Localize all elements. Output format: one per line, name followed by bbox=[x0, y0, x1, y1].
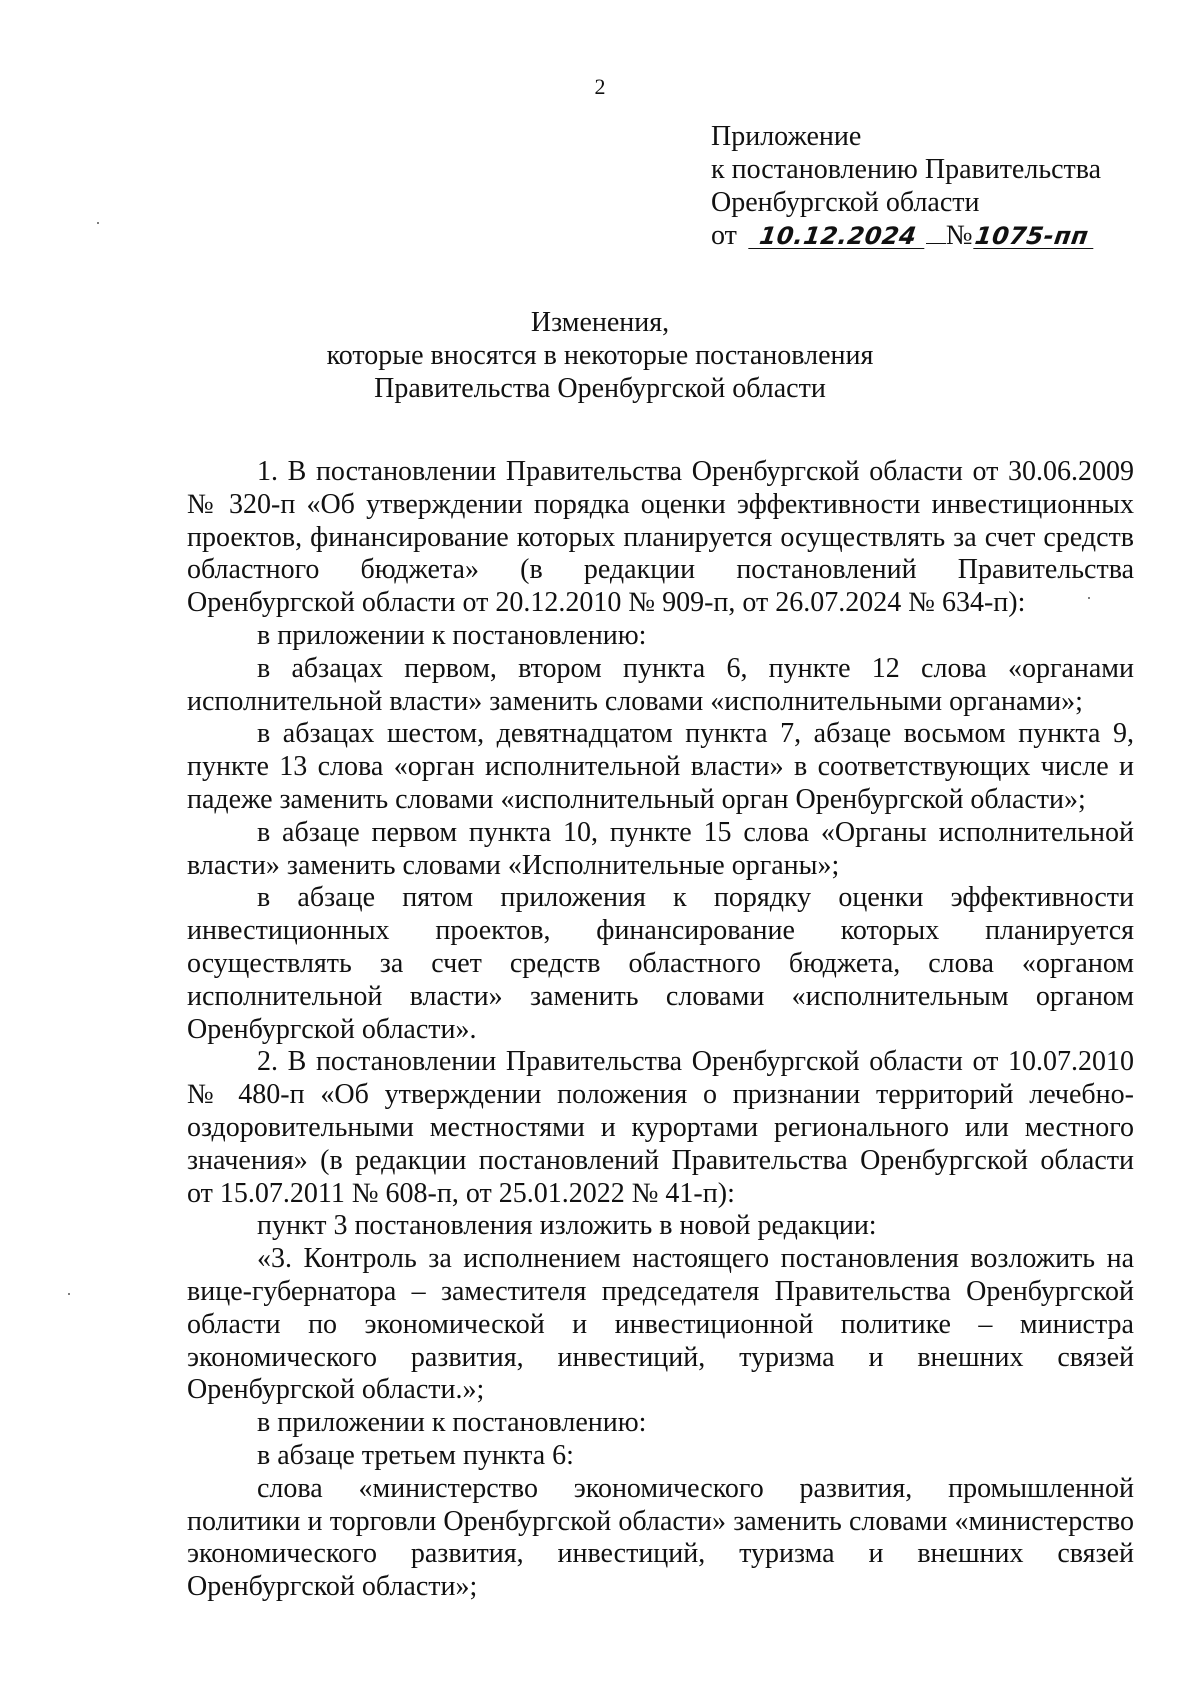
paragraph-5: в абзаце первом пункта 10, пункте 15 слова «Органы исполнительной власти» заменить словами «Исполнительные органы»; bbox=[187, 816, 1134, 881]
scan-speck bbox=[68, 1293, 70, 1295]
title-line-3: Правительства Оренбургской области bbox=[374, 373, 826, 404]
paragraph-2: в приложении к постановлению: bbox=[257, 619, 647, 651]
appendix-date-number-line bbox=[711, 219, 1101, 252]
scan-speck bbox=[97, 222, 99, 224]
paragraph-11: в абзаце третьем пункта 6: bbox=[257, 1439, 574, 1471]
handwritten-date: 10.12.2024 bbox=[748, 224, 928, 249]
page-number: 2 bbox=[594, 74, 606, 99]
handwritten-number: 1075-пп bbox=[973, 224, 1097, 249]
paragraph-8: пункт 3 постановления изложить в новой редакции: bbox=[257, 1210, 877, 1242]
paragraph-12: слова «министерство экономического развития, промышленной политики и торговли Оренбургской области» заменить словами «министерство экономического развития, инвестиций, туризма и внешних связей Оренбургской области»; bbox=[187, 1472, 1134, 1603]
title-line-2: которые вносятся в некоторые постановления bbox=[326, 340, 874, 371]
paragraph-4: в абзацах шестом, девятнадцатом пункта 7, абзаце восьмом пункта 9, пункте 13 слова «орган исполнительной власти» в соответствующих числе и падеже заменить словами «исполнительный орган Оренбургской области»; bbox=[187, 718, 1134, 815]
paragraph-6: в абзаце пятом приложения к порядку оценки эффективности инвестиционных проектов, финансирование которых планируется осуществлять за счет средств областного бюджета, слова «органом исполнительной власти» заменить словами «исполнительным органом Оренбургской области». bbox=[187, 882, 1134, 1045]
paragraph-9: «3. Контроль за исполнением настоящего постановления возложить на вице-губернатора – заместителя председателя Правительства Оренбургской области по экономической и инвестиционной политике – министра экономического развития, инвестиций, туризма и внешних связей Оренбургской области.»; bbox=[187, 1243, 1134, 1406]
document-title bbox=[0, 306, 1200, 405]
paragraph-3: в абзацах первом, втором пункта 6, пункте 12 слова «органами исполнительной власти» заменить словами «исполнительными органами»; bbox=[187, 652, 1134, 717]
appendix-line-3: Оренбургской области bbox=[711, 187, 980, 218]
date-prefix: от bbox=[711, 220, 737, 251]
paragraph-1: 1. В постановлении Правительства Оренбургской области от 30.06.2009 № 320-п «Об утверждении порядка оценки эффективности инвестиционных проектов, финансирование которых планируется осуществлять за счет средств областного бюджета» (в редакции постановлений Правительства Оренбургской области от 20.12.2010 № 909-п, от 26.07.2024 № 634-п): bbox=[187, 456, 1134, 619]
number-prefix: № bbox=[945, 220, 973, 251]
title-line-1: Изменения, bbox=[530, 307, 670, 338]
document-body bbox=[187, 456, 1134, 1604]
appendix-header bbox=[711, 120, 1101, 252]
appendix-line-2: к постановлению Правительства bbox=[711, 154, 1102, 185]
paragraph-10: в приложении к постановлению: bbox=[257, 1407, 647, 1439]
scan-speck bbox=[1088, 597, 1090, 599]
appendix-line-1: Приложение bbox=[711, 121, 862, 152]
paragraph-7: 2. В постановлении Правительства Оренбургской области от 10.07.2010 № 480-п «Об утверждении положения о признании территорий лечебно-оздоровительными местностями и курортами регионального или местного значения» (в редакции постановлений Правительства Оренбургской области от 15.07.2011 № 608-п, от 25.01.2022 № 41-п): bbox=[187, 1046, 1134, 1209]
date-underline-gap bbox=[926, 242, 946, 244]
